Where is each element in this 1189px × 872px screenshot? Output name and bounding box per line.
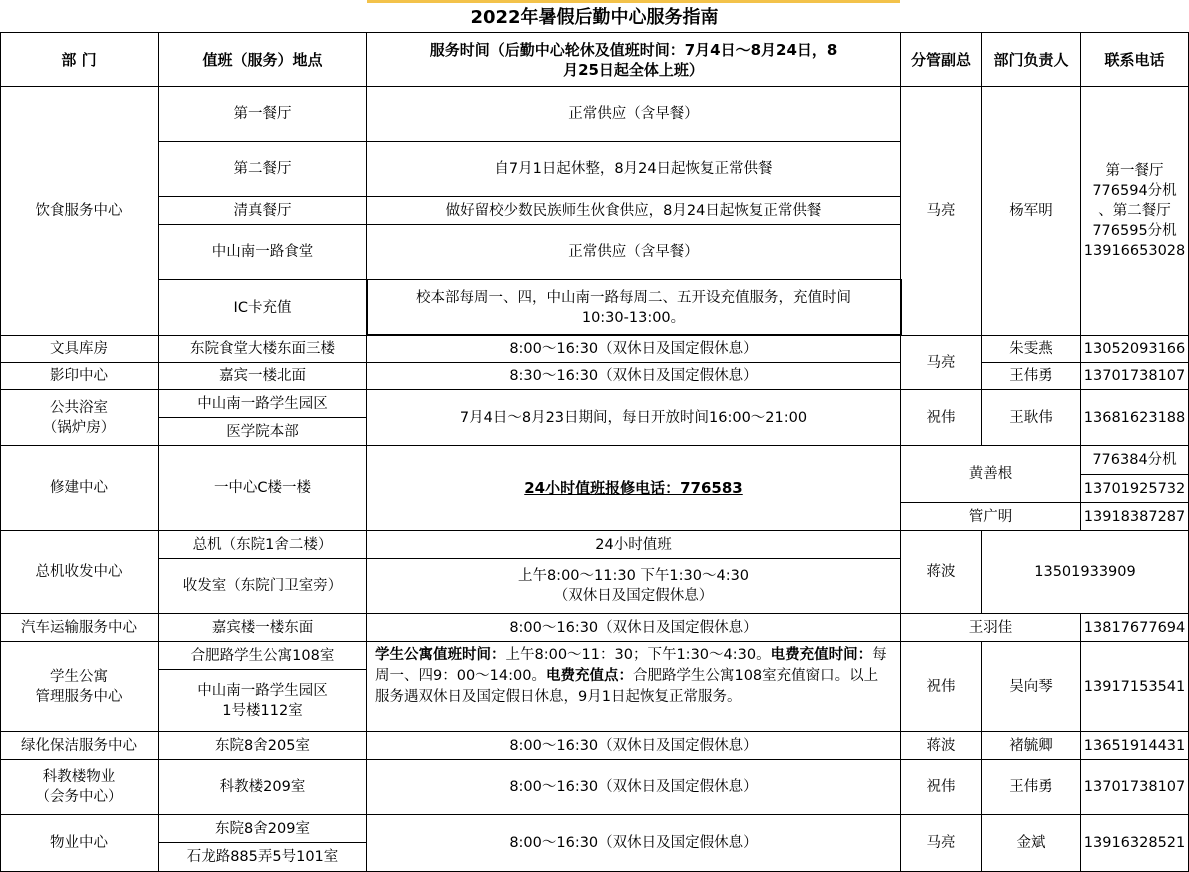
label-bold: 学生公寓值班时间：	[375, 647, 506, 663]
head-cell: 管广明	[901, 503, 1081, 531]
location-cell: 石龙路885弄5号101室	[159, 843, 367, 872]
head-cell: 王伟勇	[982, 760, 1081, 815]
dept-transport: 汽车运输服务中心	[0, 614, 159, 642]
phone-cell: 13651914431	[1081, 732, 1189, 760]
time-cell: 做好留校少数民族师生伙食供应，8月24日起恢复正常供餐	[367, 197, 901, 225]
time-cell: 自7月1日起休整，8月24日起恢复正常供餐	[367, 142, 901, 197]
time-cell: 8:00～16:30（双休日及国定假休息）	[367, 732, 901, 760]
location-cell: 嘉宾一楼北面	[159, 363, 367, 390]
head-cell: 金斌	[982, 815, 1081, 872]
location-cell: 一中心C楼一楼	[159, 446, 367, 531]
header-service-time: 服务时间（后勤中心轮休及值班时间：7月4日～8月24日，8 月25日起全体上班）	[367, 33, 901, 87]
time-cell: 8:00～16:30（双休日及国定假休息）	[367, 815, 901, 872]
time-cell: 8:00～16:30（双休日及国定假休息）	[367, 614, 901, 642]
phone-cell: 13701925732	[1081, 475, 1189, 503]
time-cell: 8:00～16:30（双休日及国定假休息）	[367, 336, 901, 363]
location-cell: 合肥路学生公寓108室	[159, 642, 367, 670]
dept-catering: 饮食服务中心	[0, 87, 159, 336]
dept-printing: 影印中心	[0, 363, 159, 390]
time-cell: 上午8:00～11:30 下午1:30～4:30 （双休日及国定假休息）	[367, 559, 901, 614]
vp-cell: 蒋波	[901, 531, 982, 614]
time-cell: 正常供应（含早餐）	[367, 87, 901, 142]
location-cell: 东院8舍205室	[159, 732, 367, 760]
location-cell: 东院食堂大楼东面三楼	[159, 336, 367, 363]
header-phone: 联系电话	[1081, 33, 1189, 87]
hotline-text: 24小时值班报修电话：776583	[524, 479, 743, 497]
header-dept: 部 门	[0, 33, 159, 87]
dept-repair: 修建中心	[0, 446, 159, 531]
dept-public-bath: 公共浴室 （锅炉房）	[0, 390, 159, 446]
time-cell: 校本部每周一、四，中山南一路每周二、五开设充值服务，充值时间 10:30-13:00。	[367, 280, 901, 336]
page-title: 2022年暑假后勤中心服务指南	[470, 7, 719, 28]
phone-cell: 第一餐厅 776594分机 、第二餐厅 776595分机 13916653028	[1081, 87, 1189, 336]
phone-cell: 13917153541	[1081, 642, 1189, 732]
time-cell: 8:00～16:30（双休日及国定假休息）	[367, 760, 901, 815]
dorm-service-time	[367, 642, 901, 732]
location-cell: 总机（东院1舍二楼）	[159, 531, 367, 559]
phone-cell: 13916328521	[1081, 815, 1189, 872]
phone-cell: 13918387287	[1081, 503, 1189, 531]
label-bold: 电费充值点：	[545, 668, 633, 684]
location-cell: 嘉宾楼一楼东面	[159, 614, 367, 642]
head-cell: 杨军明	[982, 87, 1081, 336]
location-cell: 中山南一路学生园区 1号楼112室	[159, 670, 367, 732]
repair-hotline	[367, 446, 901, 531]
dept-greening: 绿化保洁服务中心	[0, 732, 159, 760]
dept-dormitory: 学生公寓 管理服务中心	[0, 642, 159, 732]
time-cell: 正常供应（含早餐）	[367, 225, 901, 280]
phone-cell: 776384分机	[1081, 446, 1189, 475]
head-cell: 王耿伟	[982, 390, 1081, 446]
dept-switchboard: 总机收发中心	[0, 531, 159, 614]
time-cell: 7月4日～8月23日期间，每日开放时间16:00～21:00	[367, 390, 901, 446]
vp-cell: 马亮	[901, 87, 982, 336]
time-cell: 24小时值班	[367, 531, 901, 559]
header-vice-president: 分管副总	[901, 33, 982, 87]
time-cell: 8:30～16:30（双休日及国定假休息）	[367, 363, 901, 390]
phone-cell: 13052093166	[1081, 336, 1189, 363]
header-dept-head: 部门负责人	[982, 33, 1081, 87]
vp-cell: 马亮	[901, 815, 982, 872]
head-cell: 吴向琴	[982, 642, 1081, 732]
location-cell: IC卡充值	[159, 280, 367, 336]
location-cell: 第二餐厅	[159, 142, 367, 197]
location-cell: 清真餐厅	[159, 197, 367, 225]
label-bold: 电费充值时间：	[770, 647, 873, 663]
dept-property: 物业中心	[0, 815, 159, 872]
head-cell: 王伟勇	[982, 363, 1081, 390]
dept-stationery: 文具库房	[0, 336, 159, 363]
vp-cell: 祝伟	[901, 760, 982, 815]
head-cell: 王羽佳	[901, 614, 1081, 642]
location-cell: 第一餐厅	[159, 87, 367, 142]
vp-cell: 蒋波	[901, 732, 982, 760]
text: 每周一、四9：00～14:00。	[375, 647, 887, 684]
vp-cell: 祝伟	[901, 642, 982, 732]
phone-cell: 13817677694	[1081, 614, 1189, 642]
text: 合肥路学生公寓108室充值窗口。以上服务遇双休日及国定假日休息，9月1日起恢复正常服务。	[375, 668, 879, 705]
phone-cell: 13701738107	[1081, 760, 1189, 815]
head-cell: 朱雯燕	[982, 336, 1081, 363]
location-cell: 医学院本部	[159, 418, 367, 446]
phone-cell: 13501933909	[982, 531, 1189, 614]
text: 上午8:00～11：30；下午1:30～4:30。	[505, 647, 771, 663]
vp-cell: 祝伟	[901, 390, 982, 446]
location-cell: 科教楼209室	[159, 760, 367, 815]
phone-cell: 13701738107	[1081, 363, 1189, 390]
phone-cell: 13681623188	[1081, 390, 1189, 446]
location-cell: 中山南一路食堂	[159, 225, 367, 280]
location-cell: 东院8舍209室	[159, 815, 367, 843]
vp-cell: 马亮	[901, 336, 982, 390]
head-cell: 黄善根	[901, 446, 1081, 503]
header-location: 值班（服务）地点	[159, 33, 367, 87]
head-cell: 褚毓卿	[982, 732, 1081, 760]
dept-science-building: 科教楼物业 （会务中心）	[0, 760, 159, 815]
location-cell: 收发室（东院门卫室旁）	[159, 559, 367, 614]
location-cell: 中山南一路学生园区	[159, 390, 367, 418]
